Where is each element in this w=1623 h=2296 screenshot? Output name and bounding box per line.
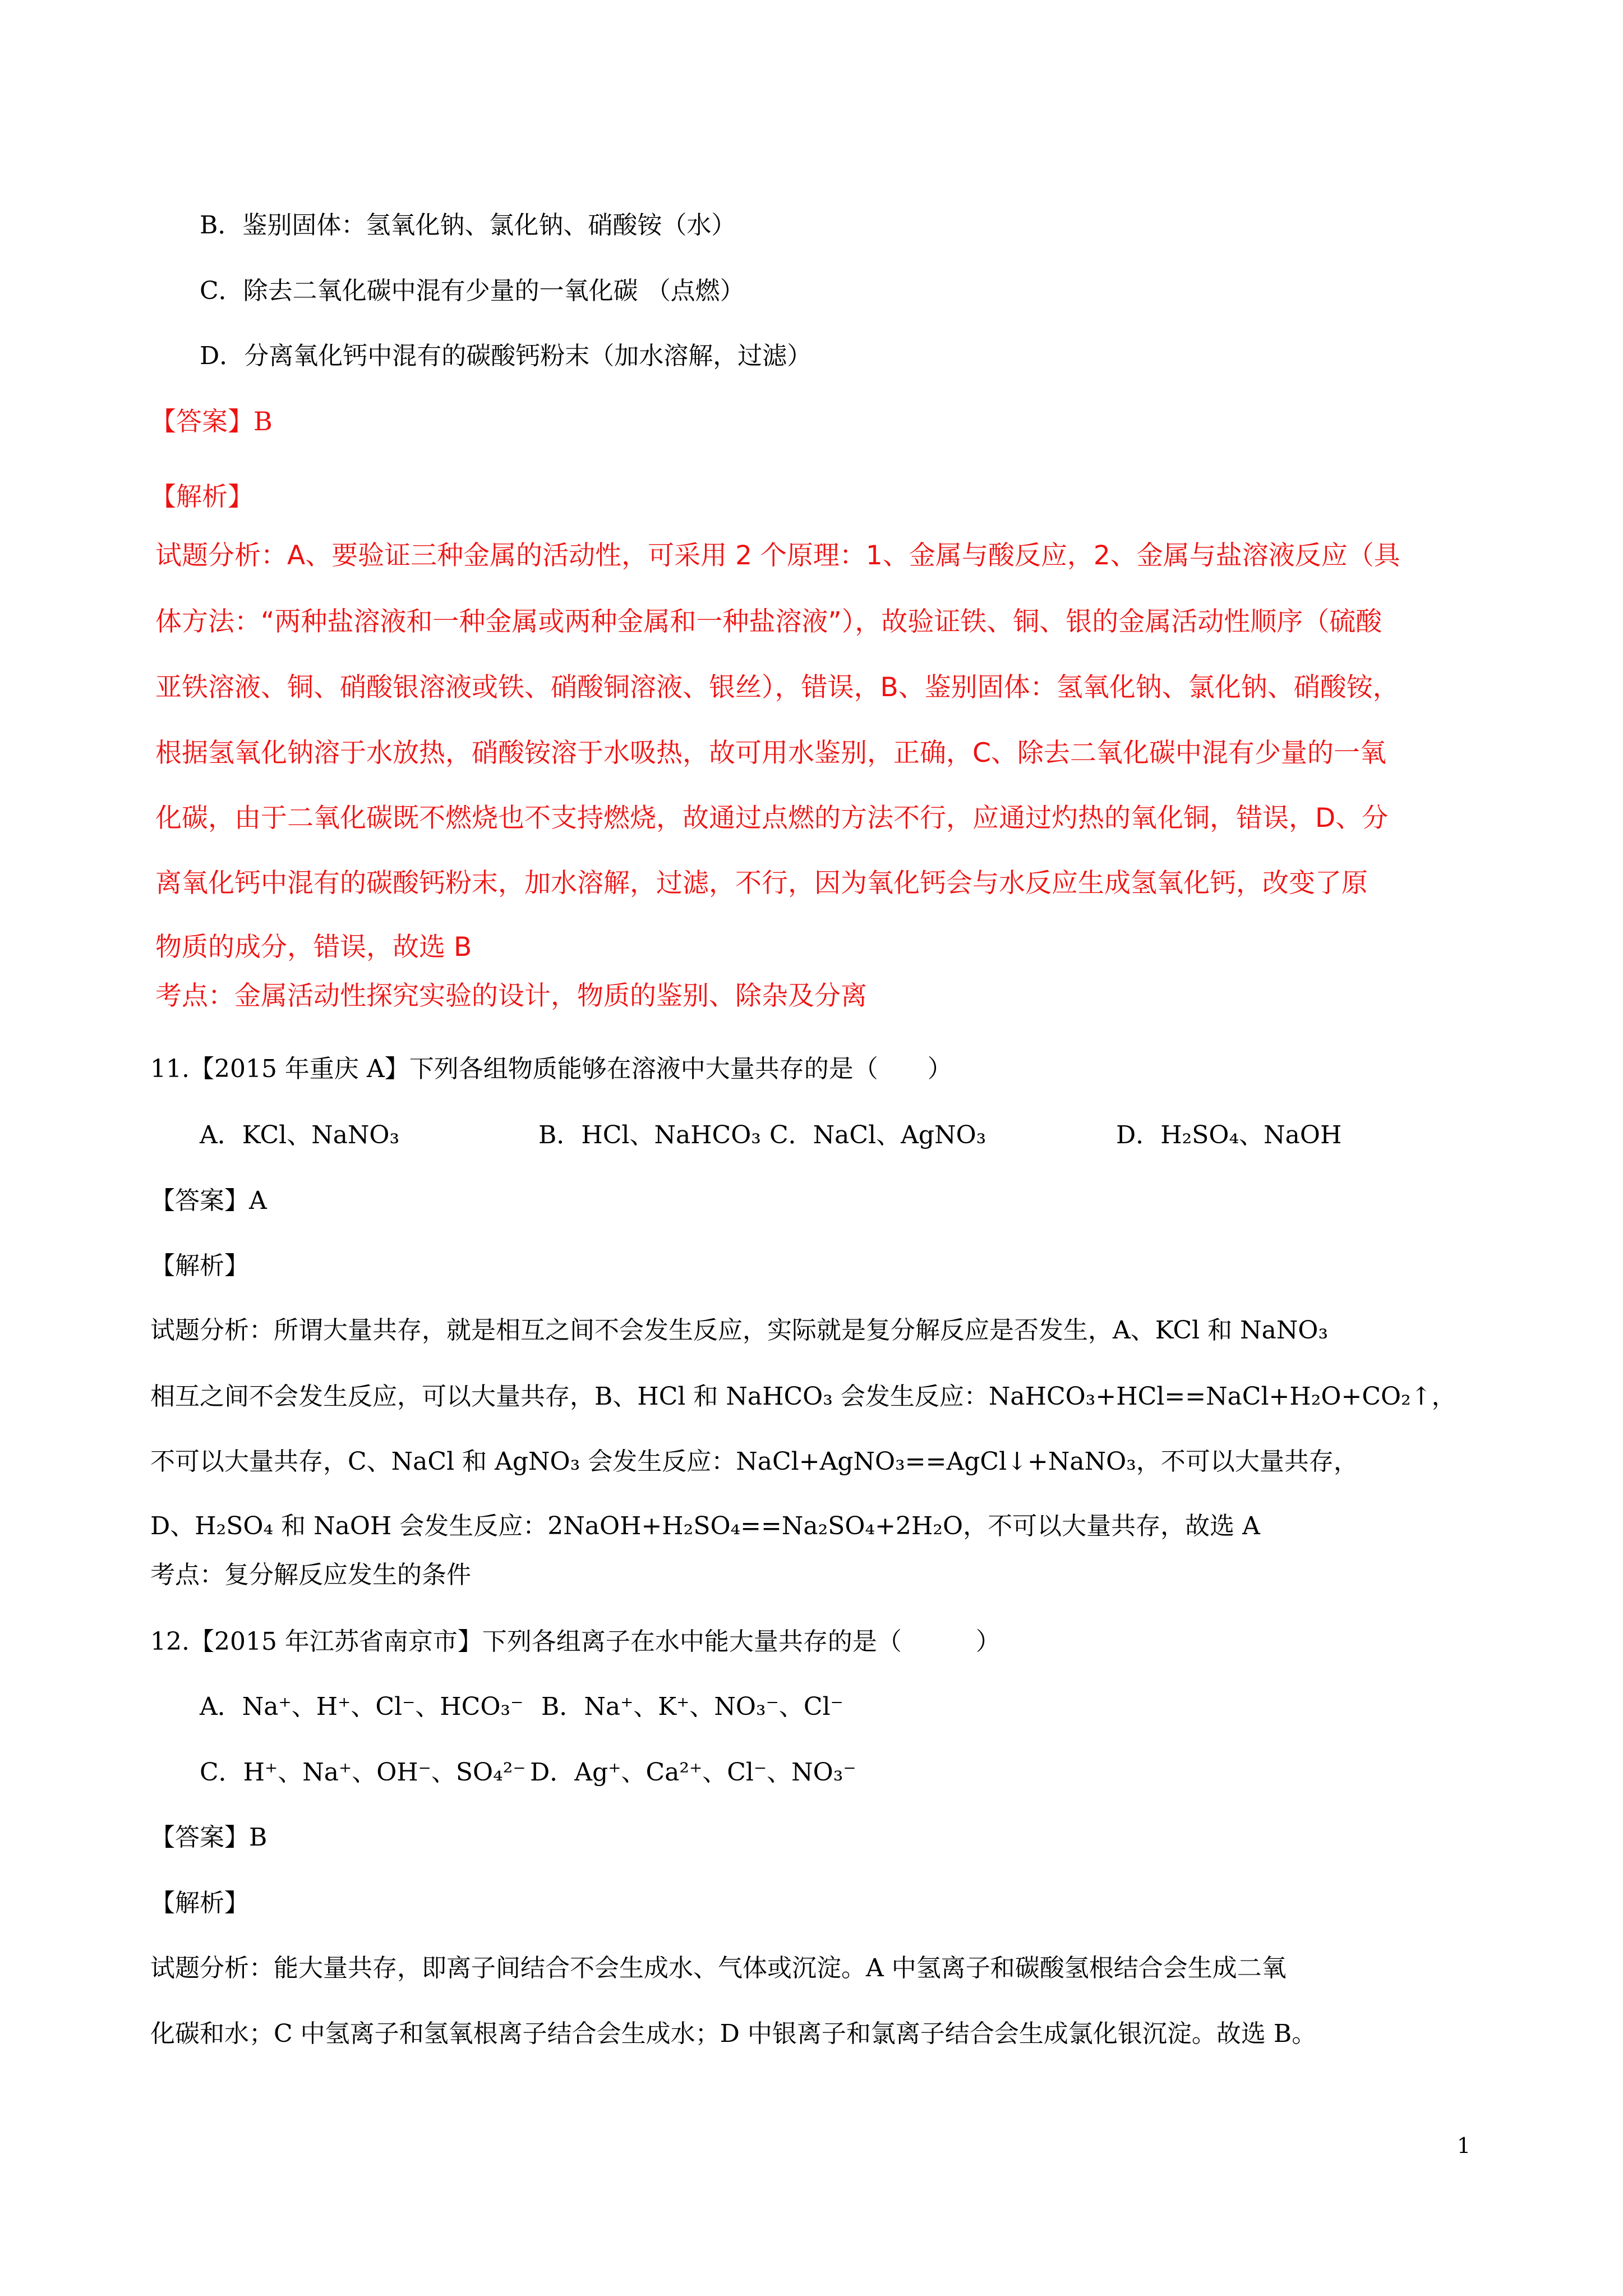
q12-option-c: C．H⁺、Na⁺、OH⁻、SO₄²⁻ (200, 1758, 526, 1787)
q10-answer: 【答案】B (150, 406, 273, 436)
q12-option-a: A．Na⁺、H⁺、Cl⁻、HCO₃⁻ (200, 1692, 524, 1721)
q11-analysis-line: D、H₂SO₄ 和 NaOH 会发生反应：2NaOH+H₂SO₄==Na₂SO₄+2H₂O，不可以大量共存，故选 A (150, 1512, 1260, 1540)
q12-answer: 【答案】B (150, 1823, 268, 1852)
q10-analysis-line: 物质的成分，错误，故选 B (155, 932, 472, 963)
q10-kaodian: 考点：金属活动性探究实验的设计，物质的鉴别、除杂及分离 (155, 981, 867, 1011)
q10-analysis-line: 亚铁溶液、铜、硝酸银溶液或铁、硝酸铜溶液、银丝），错误，B、鉴别固体：氢氧化钠、氯化钠、硝酸铵， (155, 672, 1399, 703)
q12-analysis-label: 【解析】 (150, 1889, 249, 1917)
q11-answer: 【答案】A (150, 1186, 267, 1215)
q10-analysis-line: 体方法：“两种盐溶液和一种金属或两种金属和一种盐溶液”），故验证铁、铜、银的金属活动性顺序（硫酸 (155, 606, 1382, 637)
q10-analysis-label: 【解析】 (150, 481, 253, 512)
q11-analysis-line: 不可以大量共存，C、NaCl 和 AgNO₃ 会发生反应：NaCl+AgNO₃==AgCl↓+NaNO₃，不可以大量共存， (150, 1447, 1358, 1476)
q10-analysis-line: 化碳，由于二氧化碳既不燃烧也不支持燃烧，故通过点燃的方法不行，应通过灼热的氧化铜，错误，D、分 (155, 803, 1389, 834)
q11-option-c: C．NaCl、AgNO₃ (769, 1121, 986, 1149)
q11-analysis-label: 【解析】 (150, 1251, 249, 1280)
q12-question: 12.【2015 年江苏省南京市】下列各组离子在水中能大量共存的是（ ） (150, 1627, 1000, 1656)
q10-option-d: D．分离氧化钙中混有的碳酸钙粉末（加水溶解，过滤） (200, 342, 812, 370)
q12-analysis-line: 化碳和水；C 中氢离子和氢氧根离子结合会生成水；D 中银离子和氯离子结合会生成氯化银沉淀。故选 B。 (150, 2019, 1317, 2048)
q10-option-c: C．除去二氧化碳中混有少量的一氧化碳 （点燃） (200, 277, 745, 305)
q11-question: 11.【2015 年重庆 A】下列各组物质能够在溶液中大量共存的是（ ） (150, 1055, 952, 1083)
q12-option-d: D．Ag⁺、Ca²⁺、Cl⁻、NO₃⁻ (530, 1758, 856, 1787)
q11-analysis-line: 试题分析：所谓大量共存，就是相互之间不会发生反应，实际就是复分解反应是否发生，A、KCl 和 NaNO₃ (150, 1316, 1329, 1345)
q11-option-b: B．HCl、NaHCO₃ (538, 1121, 761, 1149)
page-number: 1 (1457, 2133, 1471, 2158)
q10-analysis-line: 根据氢氧化钠溶于水放热，硝酸铵溶于水吸热，故可用水鉴别，正确，C、除去二氧化碳中混有少量的一氧 (155, 738, 1386, 769)
q10-analysis-line: 试题分析：A、要验证三种金属的活动性，可采用 2 个原理：1、金属与酸反应，2、金属与盐溶液反应（具 (155, 540, 1400, 571)
q11-kaodian: 考点：复分解反应发生的条件 (150, 1561, 471, 1589)
q12-option-b: B．Na⁺、K⁺、NO₃⁻、Cl⁻ (541, 1692, 843, 1721)
q11-option-d: D．H₂SO₄、NaOH (1116, 1121, 1342, 1149)
q12-analysis-line: 试题分析：能大量共存，即离子间结合不会生成水、气体或沉淀。A 中氢离子和碳酸氢根结合会生成二氧 (150, 1954, 1287, 1982)
q11-option-a: A．KCl、NaNO₃ (200, 1121, 400, 1149)
q10-option-b: B．鉴别固体：氢氧化钠、氯化钠、硝酸铵（水） (200, 211, 736, 240)
q11-analysis-line: 相互之间不会发生反应，可以大量共存，B、HCl 和 NaHCO₃ 会发生反应：NaHCO₃+HCl==NaCl+H₂O+CO₂↑， (150, 1382, 1456, 1411)
q10-analysis-line: 离氧化钙中混有的碳酸钙粉末，加水溶解，过滤，不行，因为氧化钙会与水反应生成氢氧化钙，改变了原 (155, 868, 1368, 899)
